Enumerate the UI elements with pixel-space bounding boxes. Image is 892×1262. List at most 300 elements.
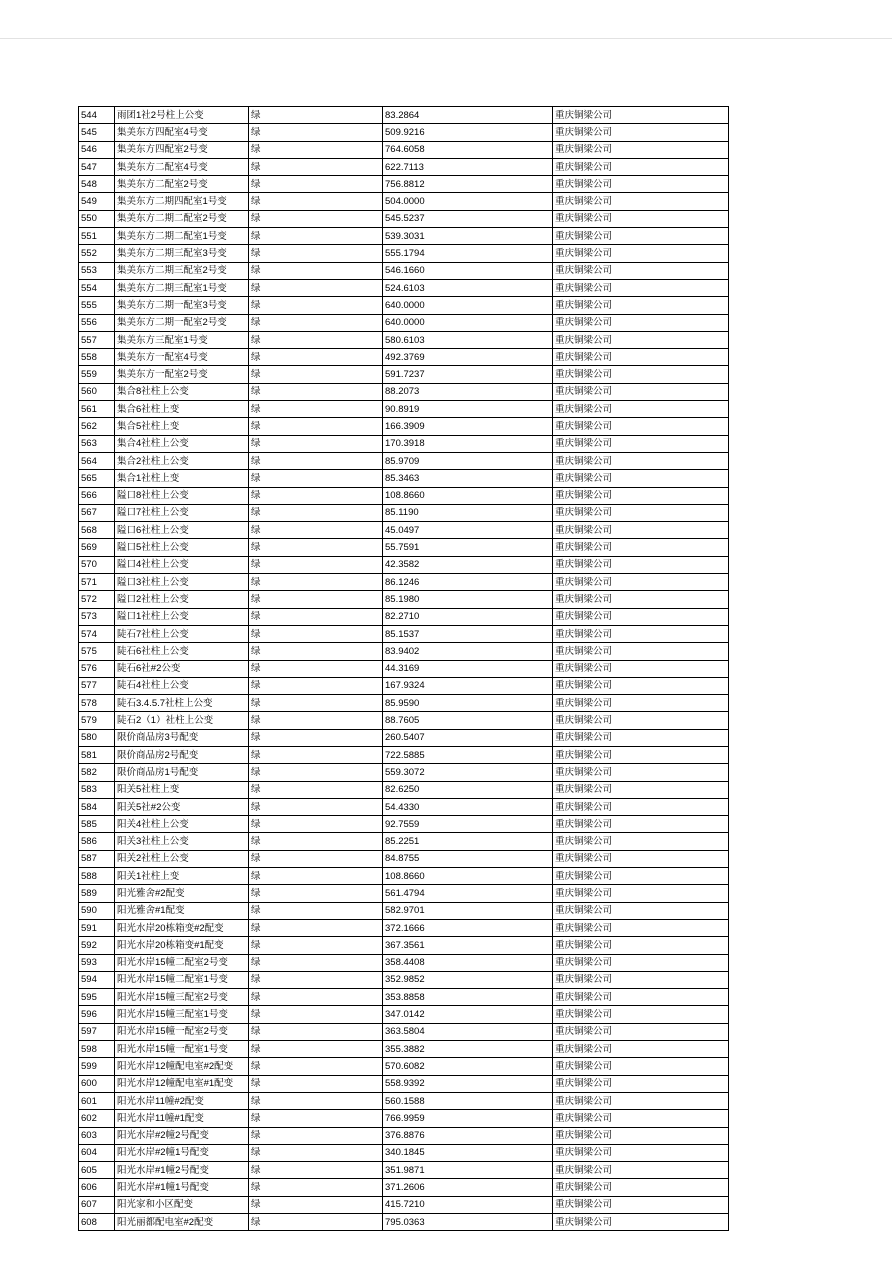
row-index: 555 [79,297,115,314]
company-name: 重庆铜梁公司 [553,1058,729,1075]
status-color: 绿 [249,228,383,245]
table-row [79,989,729,1006]
station-name: 集美东方四配室4号变 [115,124,249,141]
company-name: 重庆铜梁公司 [553,158,729,175]
status-color: 绿 [249,1075,383,1092]
company-name: 重庆铜梁公司 [553,677,729,694]
table-row [79,297,729,314]
load-value: 85.1537 [383,625,553,642]
status-color: 绿 [249,1041,383,1058]
table-row [79,591,729,608]
status-color: 绿 [249,193,383,210]
load-value: 756.8812 [383,176,553,193]
row-index: 601 [79,1092,115,1109]
station-name: 阳关1社柱上变 [115,868,249,885]
station-name: 阳光水岸15幢三配室1号变 [115,1006,249,1023]
row-index: 544 [79,107,115,124]
company-name: 重庆铜梁公司 [553,522,729,539]
table-row [79,625,729,642]
status-color: 绿 [249,331,383,348]
company-name: 重庆铜梁公司 [553,193,729,210]
station-name: 集合1社柱上变 [115,470,249,487]
company-name: 重庆铜梁公司 [553,470,729,487]
status-color: 绿 [249,452,383,469]
table-row [79,279,729,296]
status-color: 绿 [249,158,383,175]
table-row [79,1127,729,1144]
company-name: 重庆铜梁公司 [553,279,729,296]
status-color: 绿 [249,435,383,452]
status-color: 绿 [249,574,383,591]
company-name: 重庆铜梁公司 [553,1006,729,1023]
table-row [79,262,729,279]
status-color: 绿 [249,660,383,677]
load-value: 85.1980 [383,591,553,608]
company-name: 重庆铜梁公司 [553,781,729,798]
station-name: 阳光水岸12幢配电室#2配变 [115,1058,249,1075]
row-index: 568 [79,522,115,539]
table-row [79,798,729,815]
load-value: 88.2073 [383,383,553,400]
table-row [79,210,729,227]
load-value: 55.7591 [383,539,553,556]
station-name: 集美东方二期一配室2号变 [115,314,249,331]
station-name: 雨团1社2号柱上公变 [115,107,249,124]
station-name: 限价商品房2号配变 [115,746,249,763]
row-index: 600 [79,1075,115,1092]
row-index: 557 [79,331,115,348]
row-index: 581 [79,746,115,763]
station-name: 集合4社柱上公变 [115,435,249,452]
table-row [79,608,729,625]
status-color: 绿 [249,1144,383,1161]
status-color: 绿 [249,314,383,331]
table-row [79,158,729,175]
company-name: 重庆铜梁公司 [553,141,729,158]
row-index: 592 [79,937,115,954]
load-value: 545.5237 [383,210,553,227]
company-name: 重庆铜梁公司 [553,383,729,400]
load-value: 85.9590 [383,695,553,712]
status-color: 绿 [249,349,383,366]
row-index: 553 [79,262,115,279]
station-name: 集合2社柱上公变 [115,452,249,469]
load-value: 82.6250 [383,781,553,798]
row-index: 569 [79,539,115,556]
company-name: 重庆铜梁公司 [553,349,729,366]
load-value: 260.5407 [383,729,553,746]
status-color: 绿 [249,729,383,746]
company-name: 重庆铜梁公司 [553,868,729,885]
status-color: 绿 [249,262,383,279]
station-name: 阳光雅舍#2配变 [115,885,249,902]
station-name: 阳关5社#2公变 [115,798,249,815]
company-name: 重庆铜梁公司 [553,833,729,850]
load-value: 764.6058 [383,141,553,158]
company-name: 重庆铜梁公司 [553,487,729,504]
company-name: 重庆铜梁公司 [553,971,729,988]
table-row [79,124,729,141]
load-value: 766.9959 [383,1110,553,1127]
table-row [79,1214,729,1231]
table-row [79,1110,729,1127]
table-row [79,1144,729,1161]
table-row [79,660,729,677]
table-row [79,729,729,746]
row-index: 550 [79,210,115,227]
company-name: 重庆铜梁公司 [553,331,729,348]
load-value: 90.8919 [383,401,553,418]
station-name: 陡石6社柱上公变 [115,643,249,660]
row-index: 570 [79,556,115,573]
station-name: 隘口6社柱上公变 [115,522,249,539]
load-value: 363.5804 [383,1023,553,1040]
table-row [79,833,729,850]
station-name: 集合8社柱上公变 [115,383,249,400]
table-row [79,746,729,763]
company-name: 重庆铜梁公司 [553,124,729,141]
company-name: 重庆铜梁公司 [553,937,729,954]
station-name: 集美东方二期三配室2号变 [115,262,249,279]
table-row [79,764,729,781]
status-color: 绿 [249,816,383,833]
status-color: 绿 [249,643,383,660]
row-index: 598 [79,1041,115,1058]
status-color: 绿 [249,1127,383,1144]
table-row [79,141,729,158]
company-name: 重庆铜梁公司 [553,176,729,193]
company-name: 重庆铜梁公司 [553,107,729,124]
status-color: 绿 [249,124,383,141]
company-name: 重庆铜梁公司 [553,919,729,936]
row-index: 577 [79,677,115,694]
status-color: 绿 [249,833,383,850]
status-color: 绿 [249,279,383,296]
company-name: 重庆铜梁公司 [553,1196,729,1213]
station-name: 集美东方一配室2号变 [115,366,249,383]
row-index: 584 [79,798,115,815]
load-value: 82.2710 [383,608,553,625]
row-index: 559 [79,366,115,383]
station-name: 阳光丽都配电室#2配变 [115,1214,249,1231]
status-color: 绿 [249,1162,383,1179]
company-name: 重庆铜梁公司 [553,245,729,262]
row-index: 589 [79,885,115,902]
row-index: 572 [79,591,115,608]
status-color: 绿 [249,141,383,158]
company-name: 重庆铜梁公司 [553,228,729,245]
station-name: 集美东方二期二配室2号变 [115,210,249,227]
status-color: 绿 [249,1023,383,1040]
table-row [79,1023,729,1040]
table-row [79,781,729,798]
load-value: 504.0000 [383,193,553,210]
transformer-table [78,106,729,1231]
row-index: 594 [79,971,115,988]
table-row [79,349,729,366]
table-row [79,1196,729,1213]
load-value: 108.8660 [383,868,553,885]
company-name: 重庆铜梁公司 [553,504,729,521]
status-color: 绿 [249,937,383,954]
company-name: 重庆铜梁公司 [553,954,729,971]
load-value: 45.0497 [383,522,553,539]
load-value: 83.9402 [383,643,553,660]
row-index: 551 [79,228,115,245]
status-color: 绿 [249,418,383,435]
table-row [79,522,729,539]
company-name: 重庆铜梁公司 [553,643,729,660]
load-value: 795.0363 [383,1214,553,1231]
table-row [79,556,729,573]
station-name: 隘口5社柱上公变 [115,539,249,556]
station-name: 阳光水岸11幢#1配变 [115,1110,249,1127]
load-value: 92.7559 [383,816,553,833]
company-name: 重庆铜梁公司 [553,764,729,781]
row-index: 579 [79,712,115,729]
company-name: 重庆铜梁公司 [553,591,729,608]
row-index: 561 [79,401,115,418]
status-color: 绿 [249,746,383,763]
company-name: 重庆铜梁公司 [553,712,729,729]
status-color: 绿 [249,919,383,936]
row-index: 605 [79,1162,115,1179]
load-value: 358.4408 [383,954,553,971]
company-name: 重庆铜梁公司 [553,418,729,435]
company-name: 重庆铜梁公司 [553,1041,729,1058]
table-row [79,971,729,988]
row-index: 562 [79,418,115,435]
status-color: 绿 [249,1058,383,1075]
load-value: 539.3031 [383,228,553,245]
company-name: 重庆铜梁公司 [553,1214,729,1231]
row-index: 608 [79,1214,115,1231]
row-index: 586 [79,833,115,850]
row-index: 567 [79,504,115,521]
station-name: 集美东方二期一配室3号变 [115,297,249,314]
load-value: 492.3769 [383,349,553,366]
station-name: 隘口2社柱上公变 [115,591,249,608]
station-name: 集美东方二期三配室3号变 [115,245,249,262]
table-row [79,504,729,521]
company-name: 重庆铜梁公司 [553,262,729,279]
company-name: 重庆铜梁公司 [553,1179,729,1196]
station-name: 阳光水岸12幢配电室#1配变 [115,1075,249,1092]
load-value: 108.8660 [383,487,553,504]
station-name: 阳光水岸15幢一配室2号变 [115,1023,249,1040]
company-name: 重庆铜梁公司 [553,1162,729,1179]
company-name: 重庆铜梁公司 [553,435,729,452]
row-index: 552 [79,245,115,262]
status-color: 绿 [249,487,383,504]
load-value: 166.3909 [383,418,553,435]
table-row [79,366,729,383]
company-name: 重庆铜梁公司 [553,297,729,314]
row-index: 571 [79,574,115,591]
status-color: 绿 [249,885,383,902]
load-value: 353.8858 [383,989,553,1006]
table-row [79,816,729,833]
row-index: 547 [79,158,115,175]
table-row [79,176,729,193]
transformer-table-container [78,106,728,1231]
table-row [79,435,729,452]
station-name: 集美东方一配室4号变 [115,349,249,366]
table-row [79,643,729,660]
status-color: 绿 [249,1092,383,1109]
row-index: 560 [79,383,115,400]
station-name: 集美东方二期二配室1号变 [115,228,249,245]
company-name: 重庆铜梁公司 [553,608,729,625]
row-index: 603 [79,1127,115,1144]
status-color: 绿 [249,1006,383,1023]
load-value: 352.9852 [383,971,553,988]
status-color: 绿 [249,504,383,521]
table-row [79,228,729,245]
station-name: 隘口8社柱上公变 [115,487,249,504]
table-row [79,193,729,210]
station-name: 隘口3社柱上公变 [115,574,249,591]
status-color: 绿 [249,591,383,608]
load-value: 83.2864 [383,107,553,124]
station-name: 阳光家和小区配变 [115,1196,249,1213]
status-color: 绿 [249,798,383,815]
load-value: 524.6103 [383,279,553,296]
status-color: 绿 [249,781,383,798]
table-row [79,452,729,469]
load-value: 85.9709 [383,452,553,469]
row-index: 556 [79,314,115,331]
station-name: 陡石4社柱上公变 [115,677,249,694]
station-name: 阳光水岸15幢二配室1号变 [115,971,249,988]
station-name: 集美东方二配室2号变 [115,176,249,193]
load-value: 372.1666 [383,919,553,936]
row-index: 558 [79,349,115,366]
row-index: 596 [79,1006,115,1023]
company-name: 重庆铜梁公司 [553,539,729,556]
row-index: 587 [79,850,115,867]
station-name: 阳关3社柱上公变 [115,833,249,850]
load-value: 371.2606 [383,1179,553,1196]
load-value: 355.3882 [383,1041,553,1058]
station-name: 集合6社柱上变 [115,401,249,418]
status-color: 绿 [249,522,383,539]
company-name: 重庆铜梁公司 [553,850,729,867]
table-row [79,712,729,729]
table-row [79,401,729,418]
load-value: 42.3582 [383,556,553,573]
table-row [79,487,729,504]
load-value: 555.1794 [383,245,553,262]
load-value: 570.6082 [383,1058,553,1075]
station-name: 阳光水岸20栋箱变#1配变 [115,937,249,954]
company-name: 重庆铜梁公司 [553,366,729,383]
company-name: 重庆铜梁公司 [553,210,729,227]
station-name: 限价商品房3号配变 [115,729,249,746]
status-color: 绿 [249,297,383,314]
row-index: 565 [79,470,115,487]
load-value: 722.5885 [383,746,553,763]
load-value: 85.2251 [383,833,553,850]
status-color: 绿 [249,1110,383,1127]
load-value: 591.7237 [383,366,553,383]
company-name: 重庆铜梁公司 [553,816,729,833]
status-color: 绿 [249,210,383,227]
status-color: 绿 [249,989,383,1006]
status-color: 绿 [249,176,383,193]
table-row [79,470,729,487]
table-row [79,850,729,867]
status-color: 绿 [249,764,383,781]
station-name: 阳光水岸#1幢1号配变 [115,1179,249,1196]
station-name: 集美东方四配室2号变 [115,141,249,158]
station-name: 阳光水岸#2幢2号配变 [115,1127,249,1144]
row-index: 582 [79,764,115,781]
load-value: 622.7113 [383,158,553,175]
station-name: 阳光水岸15幢二配室2号变 [115,954,249,971]
status-color: 绿 [249,245,383,262]
row-index: 554 [79,279,115,296]
row-index: 604 [79,1144,115,1161]
table-row [79,574,729,591]
row-index: 563 [79,435,115,452]
row-index: 580 [79,729,115,746]
status-color: 绿 [249,868,383,885]
station-name: 阳光水岸#1幢2号配变 [115,1162,249,1179]
row-index: 583 [79,781,115,798]
table-row [79,1092,729,1109]
load-value: 347.0142 [383,1006,553,1023]
company-name: 重庆铜梁公司 [553,574,729,591]
table-row [79,695,729,712]
company-name: 重庆铜梁公司 [553,1144,729,1161]
company-name: 重庆铜梁公司 [553,1023,729,1040]
status-color: 绿 [249,712,383,729]
table-row [79,937,729,954]
status-color: 绿 [249,470,383,487]
status-color: 绿 [249,677,383,694]
load-value: 640.0000 [383,314,553,331]
row-index: 564 [79,452,115,469]
load-value: 580.6103 [383,331,553,348]
status-color: 绿 [249,383,383,400]
table-row [79,868,729,885]
company-name: 重庆铜梁公司 [553,1127,729,1144]
company-name: 重庆铜梁公司 [553,556,729,573]
table-row [79,539,729,556]
load-value: 546.1660 [383,262,553,279]
company-name: 重庆铜梁公司 [553,452,729,469]
load-value: 85.1190 [383,504,553,521]
load-value: 558.9392 [383,1075,553,1092]
station-name: 阳关4社柱上公变 [115,816,249,833]
status-color: 绿 [249,850,383,867]
row-index: 574 [79,625,115,642]
load-value: 376.8876 [383,1127,553,1144]
company-name: 重庆铜梁公司 [553,989,729,1006]
status-color: 绿 [249,556,383,573]
station-name: 集美东方三配室1号变 [115,331,249,348]
load-value: 167.9324 [383,677,553,694]
status-color: 绿 [249,539,383,556]
table-row [79,383,729,400]
station-name: 集美东方二配室4号变 [115,158,249,175]
station-name: 阳光雅舍#1配变 [115,902,249,919]
table-row [79,677,729,694]
transformer-table-body [79,107,729,1231]
table-row [79,919,729,936]
load-value: 340.1845 [383,1144,553,1161]
